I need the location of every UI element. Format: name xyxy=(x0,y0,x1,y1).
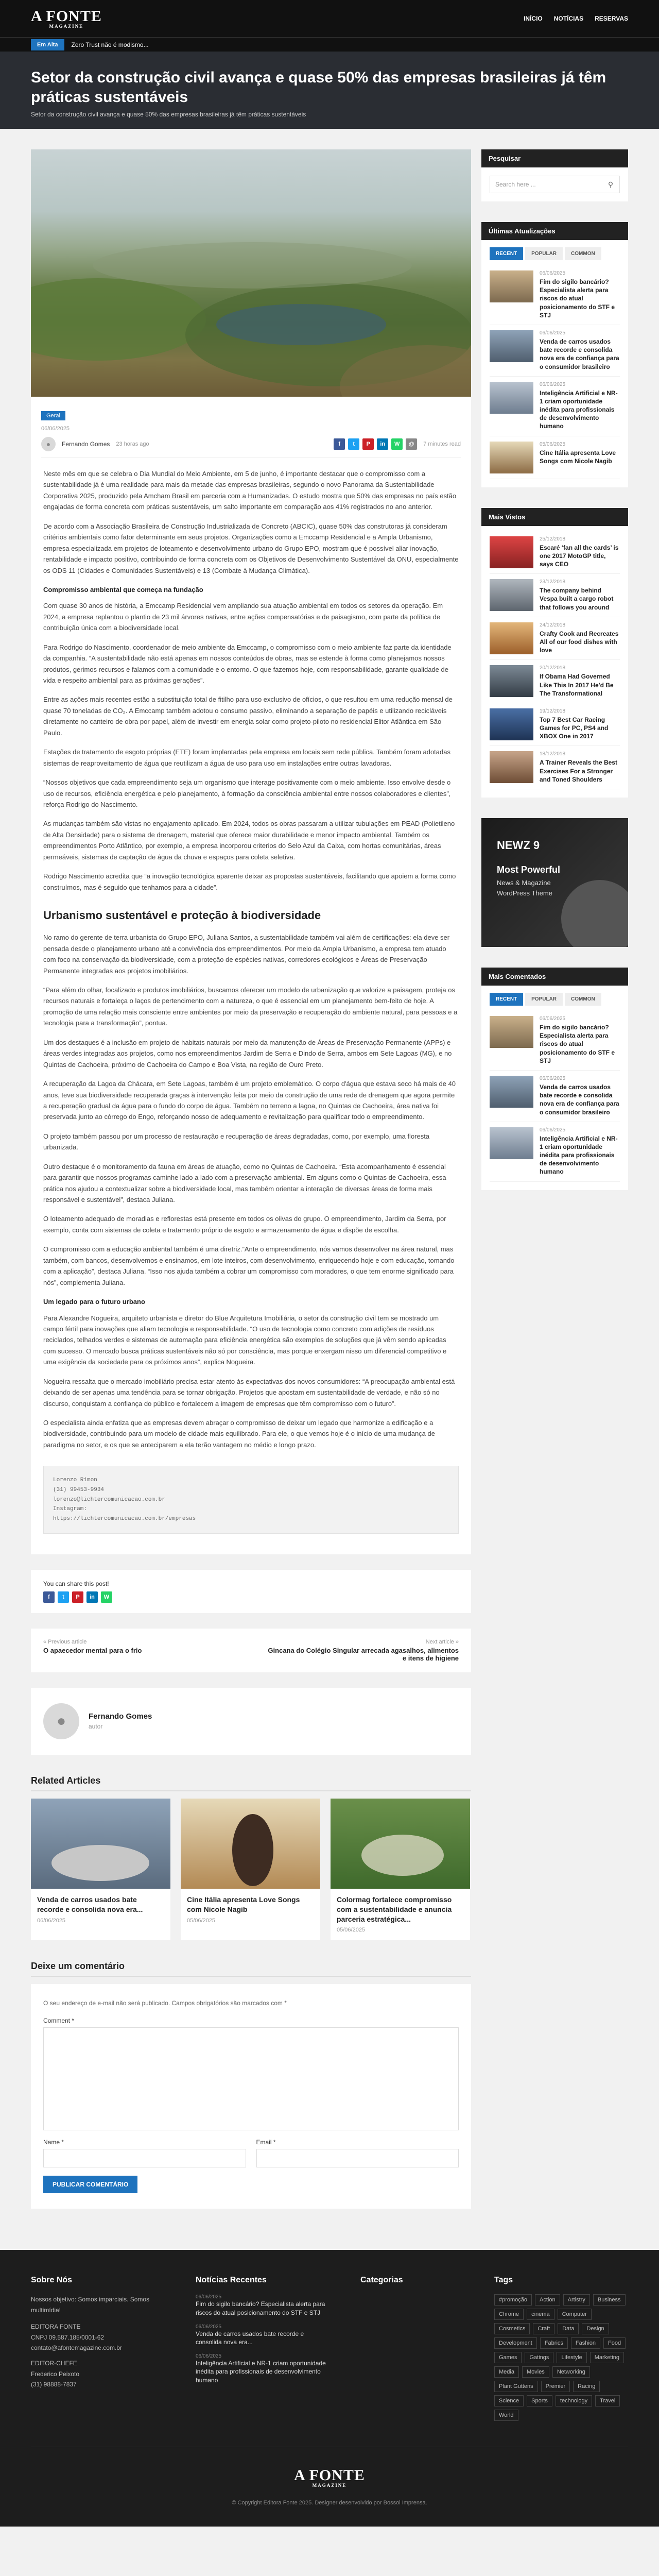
tag-cloud xyxy=(494,2294,628,2421)
tag-link[interactable]: Marketing xyxy=(590,2352,624,2363)
post-title[interactable]: Fim do sigilo bancário? Especialista alerta para riscos do atual posicionamento do STF e STJ xyxy=(540,1024,615,1064)
tab-popular[interactable]: POPULAR xyxy=(525,993,563,1006)
next-label: Next article » xyxy=(425,1638,459,1645)
post-title[interactable]: Fim do sigilo bancário? Especialista alerta para riscos do atual posicionamento do STF e STJ xyxy=(540,278,615,319)
tag-link[interactable]: Data xyxy=(558,2323,579,2334)
post-date: 24/12/2018 xyxy=(540,622,566,628)
related-image[interactable] xyxy=(181,1799,320,1889)
tag-link[interactable]: Chrome xyxy=(494,2309,524,2320)
tag-link[interactable]: #promoção xyxy=(494,2294,532,2306)
search-icon[interactable]: ⚲ xyxy=(608,180,614,189)
commented-widget-title: Mais Comentados xyxy=(481,968,628,986)
press-line: Lorenzo Rimon xyxy=(53,1477,97,1484)
tag-link[interactable]: Movies xyxy=(522,2366,549,2378)
press-contact-box xyxy=(43,1466,459,1533)
post-date: 06/06/2025 xyxy=(540,330,566,336)
press-line[interactable]: https://lichtercomunicacao.com.br/empresas xyxy=(53,1516,196,1522)
pinterest-icon[interactable]: P xyxy=(72,1591,83,1603)
comments-title: Deixe um comentário xyxy=(31,1961,471,1977)
post-navigation xyxy=(31,1629,471,1672)
article-hero xyxy=(0,52,659,129)
post-thumbnail[interactable] xyxy=(490,622,533,654)
footer-post-date: 06/06/2025 xyxy=(196,2324,222,2330)
footer-news xyxy=(196,2276,330,2421)
popular-list xyxy=(481,526,628,798)
footer-post[interactable] xyxy=(196,2294,330,2316)
article-title: Setor da construção civil avança e quase 50% das empresas brasileiras já têm práticas sustentáveis xyxy=(31,69,606,106)
related-title-text[interactable]: Cine Itália apresenta Love Songs com Nicole Nagib xyxy=(187,1895,300,1913)
post-thumbnail[interactable] xyxy=(490,330,533,362)
twitter-icon[interactable]: t xyxy=(58,1591,69,1603)
article-subheading: Compromisso ambiental que começa na fundação xyxy=(43,585,203,594)
tab-common[interactable]: COMMON xyxy=(565,247,601,260)
post-thumbnail[interactable] xyxy=(490,665,533,697)
tag-link[interactable]: Games xyxy=(494,2352,522,2363)
article-paragraph: Rodrigo Nascimento acredita que “a inovação tecnológica aparente deixar as propostas sustentáveis, facilitando que apoiem a forma como construímos, mas é seguido que tenhamos para a cidade”. xyxy=(43,872,456,891)
footer-post-date: 06/06/2025 xyxy=(196,2353,222,2360)
sidebar xyxy=(481,149,628,1211)
post-thumbnail[interactable] xyxy=(490,1127,533,1159)
post-thumbnail[interactable] xyxy=(490,270,533,302)
article-paragraph: Um dos destaques é a inclusão em projeto de habitats naturais por meio da manutenção de Áreas de Preservação Permanente (APPs) e áreas verdes integradas aos projetos, como nos empreendimentos Jardim de Serra e Dindo de Serra, ambos em Sete Lagoas (MG), e no Quintas de Cachoeira, próximo de Cachoeira do Campo e Boa Vista, na região de Ouro Preto. xyxy=(43,1038,452,1069)
article-paragraph: Entre as ações mais recentes estão a substituição total de fitilho para uso exclusivo de ofícios, o que resultou em uma redução mensal de quase 70 toneladas de CO₂. A Emccamp também adotou o consumo passivo, eliminando a separação de papéis e utilizando recicláveis diretamente no canteiro de obra por papel, além de investir em energia solar como projeto-piloto no residencial Elitor Atlântica em São Paulo. xyxy=(43,696,453,737)
author-box-role: autor xyxy=(89,1723,103,1731)
tag-link[interactable]: cinema xyxy=(527,2309,554,2320)
copyright-text: © Copyright Editora Fonte 2025. Designer desenvolvido por Bossoi Imprensa. xyxy=(232,2500,427,2506)
article-paragraph: Outro destaque é o monitoramento da fauna em áreas de atuação, como no Quintas de Cachoeira. “Esta acompanhamento é essencial para garantir que nossos programas caminhe lado a lado com a preservação ambiental. Em alguns como o Quintas de Cachoeira, essa prática nos ajudou a contextualizar sobre a biodiversidade local, mas também orientar a interação de diversas áreas de forma mais responsável e sustentável”, destaca Juliana. xyxy=(43,1162,446,1204)
post-title[interactable]: Inteligência Artificial e NR-1 criam oportunidade inédita para profissionais de desenvolvimento humano xyxy=(540,389,618,430)
post-title[interactable]: Cine Itália apresenta Love Songs com Nicole Nagib xyxy=(540,449,616,465)
article-paragraph: O loteamento adequado de moradias e reflorestas está presente em todos os olivas do grupo. O empreendimento, Jardim da Serra, por exemplo, conta com sistemas de coleta e tratamento próprio de esgoto e armazenamento de água e dispõe de escolha. xyxy=(43,1215,446,1234)
author-name[interactable]: Fernando Gomes xyxy=(62,440,110,448)
popular-widget-title: Mais Vistos xyxy=(481,508,628,526)
previous-post[interactable] xyxy=(43,1639,142,1662)
ad-widget xyxy=(481,818,628,947)
post-title[interactable]: Escaré ‘fan all the cards’ is one 2017 MotoGP title, says CEO xyxy=(540,544,619,568)
footer-categories xyxy=(360,2276,463,2421)
article-paragraph: O compromisso com a educação ambiental também é uma diretriz.”Ante o empreendimento, nós vamos desenvolver na área natural, mas também, com bancos, desenvolvemos e ensinamos, em lote inteiros, com desenvolvimento, enriquecendo hoje e com educação, tomando com a aplicação”, destaca Juliana. “Isso nos ajuda também a cobrar um compromisso com moradores, o que tem enorme significado para nós”, complementa Juliana. xyxy=(43,1245,455,1286)
comment-note: O seu endereço de e-mail não será publicado. Campos obrigatórios são marcados com * xyxy=(43,1999,287,2007)
article-paragraph: As mudanças também são vistas no engajamento aplicado. Em 2024, todos os obras passaram a utilizar tubulações em PEAD (Polietileno de Alta Densidade) para o sistema de drenagem, material que oferece maior durabilidade e menor impacto ambiental. Também os empreendimentos Porto Atlântico, por exemplo, a empresa incorporou criterios do Selo Azul da Caixa, com hortas comunitárias, áreas permeáveis, sistemas de captação de água da chuva e espaços para coleta seletiva. xyxy=(43,820,455,861)
trending-label: Em Alta xyxy=(31,39,64,50)
twitter-icon[interactable]: t xyxy=(348,438,359,450)
article-paragraph: Nogueira ressalta que o mercado imobiliário precisa estar atento às expectativas dos novos consumidores: “A preocupação ambiental está deixando de ser apenas uma tendência para se tornar obrigação. Projetos que apostam em sustentabilidade de verdade, e não só no discurso, conquistam a confiança do público e fortalecem a imagem de empresas que têm compromisso com o futuro”. xyxy=(43,1377,455,1408)
post-thumbnail[interactable] xyxy=(490,382,533,414)
post-thumbnail[interactable] xyxy=(490,1016,533,1048)
related-date: 05/06/2025 xyxy=(187,1917,216,1924)
logo-subtext: MAGAZINE xyxy=(49,23,84,29)
tag-link[interactable]: Media xyxy=(494,2366,519,2378)
linkedin-icon[interactable]: in xyxy=(377,438,388,450)
search-input[interactable]: Search here ... xyxy=(495,181,536,188)
tag-link[interactable]: Gatings xyxy=(525,2352,553,2363)
recent-widget-title: Últimas Atualizações xyxy=(481,222,628,240)
tag-link[interactable]: technology xyxy=(556,2395,592,2406)
post-date: 05/06/2025 xyxy=(540,441,566,447)
related-card[interactable] xyxy=(331,1799,470,1941)
site-logo[interactable] xyxy=(31,9,102,29)
footer-tags-title: Tags xyxy=(494,2276,513,2285)
tag-link[interactable]: Action xyxy=(535,2294,560,2306)
recent-list xyxy=(481,260,628,487)
recent-tabs xyxy=(481,240,628,260)
related-title: Related Articles xyxy=(31,1775,471,1791)
trending-ticker xyxy=(0,37,659,52)
search-widget xyxy=(481,149,628,201)
footer-logo-text: A FONTE xyxy=(294,2467,365,2484)
name-label: Name * xyxy=(43,2139,64,2146)
footer-logo[interactable] xyxy=(294,2468,365,2488)
tag-link[interactable]: Artistry xyxy=(563,2294,590,2306)
post-title[interactable]: Crafty Cook and Recreates All of our food dishes with love xyxy=(540,630,619,654)
linkedin-icon[interactable]: in xyxy=(86,1591,98,1603)
post-thumbnail[interactable] xyxy=(490,751,533,783)
post-date: 06/06/2025 xyxy=(540,270,566,276)
facebook-icon[interactable]: f xyxy=(43,1591,55,1603)
press-line: (31) 99453-9934 xyxy=(53,1487,105,1494)
footer-categories-title: Categorias xyxy=(360,2276,403,2285)
post-thumbnail[interactable] xyxy=(490,579,533,611)
related-title-text[interactable]: Colormag fortalece compromisso com a sustentabilidade e anuncia parceria estratégica... xyxy=(337,1895,452,1923)
footer-post[interactable] xyxy=(196,2324,330,2346)
list-item[interactable] xyxy=(490,574,620,617)
post-title[interactable]: Top 7 Best Car Racing Games for PC, PS4 and XBOX One in 2017 xyxy=(540,716,609,740)
comment-label: Comment * xyxy=(43,2017,75,2025)
ad-line2: News & Magazine xyxy=(497,879,551,887)
share-title: You can share this post! xyxy=(43,1580,109,1587)
footer-logo-subtext: MAGAZINE xyxy=(312,2483,347,2488)
footer-contact-line[interactable]: contato@afontemagazine.com.br xyxy=(31,2344,122,2352)
author-avatar-large[interactable]: ● xyxy=(43,1703,79,1739)
post-title[interactable]: Inteligência Artificial e NR-1 criam oportunidade inédita para profissionais de desenvolvimento humano xyxy=(540,1134,618,1176)
recent-widget xyxy=(481,222,628,487)
prev-title[interactable]: O apaecedor mental para o frio xyxy=(43,1646,142,1654)
post-title[interactable]: Venda de carros usados bate recorde e consolida nova era de confiança para o consumidor brasileiro xyxy=(540,1083,619,1116)
tag-link[interactable]: Computer xyxy=(558,2309,592,2320)
trending-headline[interactable]: Zero Trust não é modismo... xyxy=(71,41,149,48)
whatsapp-icon[interactable]: W xyxy=(391,438,403,450)
article-section-heading: Urbanismo sustentável e proteção à biodiversidade xyxy=(43,909,321,922)
tab-recent[interactable]: RECENT xyxy=(490,247,523,260)
post-thumbnail[interactable] xyxy=(490,536,533,568)
category-badge[interactable]: Geral xyxy=(41,411,65,420)
article-subheading: Um legado para o futuro urbano xyxy=(43,1298,145,1306)
article-subtitle: Setor da construção civil avança e quase 50% das empresas brasileiras já têm práticas sustentáveis xyxy=(31,111,306,118)
tag-link[interactable]: Racing xyxy=(573,2381,600,2392)
tab-common[interactable]: COMMON xyxy=(565,993,601,1006)
footer-about xyxy=(31,2276,165,2421)
search-box xyxy=(490,176,620,193)
tab-popular[interactable]: POPULAR xyxy=(525,247,563,260)
related-image[interactable] xyxy=(331,1799,470,1889)
popular-widget xyxy=(481,508,628,798)
featured-image xyxy=(31,149,471,397)
search-widget-title: Pesquisar xyxy=(481,149,628,167)
share-buttons xyxy=(334,438,417,450)
pinterest-icon[interactable]: P xyxy=(362,438,374,450)
article-meta xyxy=(31,397,471,458)
whatsapp-icon[interactable]: W xyxy=(101,1591,112,1603)
related-articles xyxy=(31,1799,471,1941)
footer-post-title[interactable]: Inteligência Artificial e NR-1 criam oportunidade inédita para profissionais de desenvolvimento humano xyxy=(196,2360,326,2384)
comment-form xyxy=(31,1984,471,2209)
related-image[interactable] xyxy=(31,1799,170,1889)
footer-post-title[interactable]: Fim do sigilo bancário? Especialista alerta para riscos do atual posicionamento do STF e STJ xyxy=(196,2300,325,2316)
list-item[interactable] xyxy=(490,617,620,660)
footer-about-text: Nossos objetivo: Somos imparciais. Somos multimídia! xyxy=(31,2296,150,2314)
prev-label: « Previous article xyxy=(43,1638,87,1645)
post-thumbnail[interactable] xyxy=(490,1076,533,1108)
tag-link[interactable]: Cosmetics xyxy=(494,2323,530,2334)
footer-news-title: Notícias Recentes xyxy=(196,2276,267,2285)
list-item[interactable] xyxy=(490,1122,620,1182)
article-paragraph: A recuperação da Lagoa da Chácara, em Sete Lagoas, também é um projeto emblemático. O corpo d'água que estava seco há mais de 40 anos, teve sua biodiversidade recuperada graças à intervenção feita por meio da construção de uma rede de drenagem que agora permite a recuperação gradual da água para o fundo do corpo de água. Também no terreno a lagoa, no Quintas de Cachoeira, área nativa foi preservada junto ao córrego do Engo, reforçando nosso de adequamento e revitalização para qualificar todo o empreendimento. xyxy=(43,1080,456,1121)
ad-line3: WordPress Theme xyxy=(497,889,552,897)
list-item[interactable] xyxy=(490,660,620,703)
post-date: 06/06/2025 xyxy=(540,1016,566,1022)
post-title[interactable]: If Obama Had Governed Like This In 2017 He'd Be The Transformational xyxy=(540,673,614,697)
post-thumbnail[interactable] xyxy=(490,442,533,473)
list-item[interactable] xyxy=(490,531,620,574)
tag-link[interactable]: Fabrics xyxy=(540,2337,568,2349)
tag-link[interactable]: Food xyxy=(603,2337,626,2349)
author-row xyxy=(41,437,461,458)
article-body xyxy=(31,458,471,1554)
next-title[interactable]: Gincana do Colégio Singular arrecada agasalhos, alimentos e itens de higiene xyxy=(268,1646,459,1662)
article-paragraph: Estações de tratamento de esgoto próprias (ETE) foram implantadas pela empresa em locais sem rede pública. Também foram adotadas sistemas de reaproveitamento de água que reutilizam a água de uso para uso em instalações entre outras lavadoras. xyxy=(43,748,450,767)
footer-contact-line: CNPJ 09.587.185/0001-62 xyxy=(31,2333,105,2341)
email-input[interactable] xyxy=(256,2149,459,2167)
press-line: Instagram: xyxy=(53,1506,88,1513)
ad-brand: NEWZ 9 xyxy=(497,839,540,852)
read-time: 7 minutes read xyxy=(423,441,461,447)
tag-link[interactable]: Development xyxy=(494,2337,537,2349)
list-item[interactable] xyxy=(490,265,620,325)
article-paragraph: Para Rodrigo do Nascimento, coordenador de meio ambiente da Emccamp, o compromisso com o meio ambiente faz parte da identidade da companhia. “A sustentabilidade não está apenas em nossos conteúdos de obras, mas se estende à forma como planejamos nossos produtos, gerimos recursos e falamos com a comunidade e o entorno. O que fazemos hoje, com responsabilidade, garante qualidade de vida e respeito ambiental para as próximas gerações”. xyxy=(43,643,452,684)
post-date: 06/06/2025 xyxy=(540,1127,566,1133)
article-paragraph: “Nossos objetivos que cada empreendimento seja um organismo que interage positivamente com o meio ambiente. Isso envolve desde o uso de recursos, eficiência energética e pelo planejamento, à formação da consciência ambiental entre nossos colaboradores e clientes”, reforça Rodrigo do Nascimento. xyxy=(43,778,451,808)
commented-tabs xyxy=(481,986,628,1006)
footer-contact-line: EDITOR-CHEFE xyxy=(31,2360,77,2367)
footer-post-date: 06/06/2025 xyxy=(196,2294,222,2300)
post-title[interactable]: A Trainer Reveals the Best Exercises For a Stronger and Toned Shoulders xyxy=(540,759,617,783)
footer-contact-line: (31) 98888-7837 xyxy=(31,2381,77,2388)
post-date: 25/12/2018 xyxy=(540,536,566,542)
article-paragraph: “Para além do olhar, focalizado e produtos imobiliários, buscamos oferecer um modelo de urbanização que valorize a paisagem, proteja os recursos naturais e fortaleça o laços de pertencimento com a natureza, o que é essencial em um planejamento bem-feito de hoje. A promoção de uma relação mais consciente entre ambientes por meio da preservação e recuperação do ambiente natural, para pessoas e a tecnologia para a transformação”, pontua. xyxy=(43,986,458,1027)
comment-textarea[interactable] xyxy=(43,2027,459,2130)
post-date: 06/06/2025 xyxy=(540,381,566,387)
tag-link[interactable]: Premier xyxy=(541,2381,570,2392)
article-paragraph: O especialista ainda enfatiza que as empresas devem abraçar o compromisso de deixar um legado que harmonize a edificação e a biodiversidade, contribuindo para um modelo de cidade mais equilibrado. Para ele, o que vemos hoje é o início de uma mudança de paradigma no setor, e os que se anteciparem a ela terão vantagem no médio e longo prazo. xyxy=(43,1419,435,1449)
related-card[interactable] xyxy=(181,1799,320,1941)
share-section xyxy=(31,1570,471,1613)
list-item[interactable] xyxy=(490,377,620,436)
ad-line1: Most Powerful xyxy=(497,865,561,875)
top-navigation-bar xyxy=(0,0,659,37)
submit-comment-button[interactable]: PUBLICAR COMENTÁRIO xyxy=(43,2176,137,2193)
site-footer xyxy=(0,2250,659,2527)
footer-post[interactable] xyxy=(196,2353,330,2384)
main-content xyxy=(31,149,471,2209)
commented-list xyxy=(481,1006,628,1190)
author-box xyxy=(31,1688,471,1755)
tag-link[interactable]: Lifestyle xyxy=(557,2352,586,2363)
article-paragraph: Com quase 30 anos de história, a Emccamp Residencial vem ampliando sua atuação ambiental em todos os setores da operação. Em 2024, a empresa replantou o plantio de 23 mil árvores nativas, entre ações compensatórias e de paisagismo, com parte da política de contribuição única com a biodiversidade local. xyxy=(43,602,443,632)
menu-item-noticias[interactable]: NOTÍCIAS xyxy=(553,15,584,22)
tag-link[interactable]: Sports xyxy=(527,2395,552,2406)
article-paragraph: De acordo com a Associação Brasileira de Construção Industrializada de Concreto (ABCIC), quase 50% das construtoras já consideram critérios ambientais como fator determinante em seus projetos. Organizações como a Emccamp Residencial e a Ampla Urbanismo, empresa especializada em projetos de loteamento e desenvolvimento urbano do Grupo EPO, mostram que é possível aliar inovação, rentabilidade e impacto positivo, contribuindo de forma concreta com os Objetivos de Desenvolvimento Sustentável da ONU, especialmente os ODS 11 (Cidades e Comunidades Sustentáveis) e 13 (Combate à Mudança Climática). xyxy=(43,522,459,574)
post-thumbnail[interactable] xyxy=(490,708,533,740)
post-date: 20/12/2018 xyxy=(540,665,566,671)
post-title[interactable]: The company behind Vespa built a cargo robot that follows you around xyxy=(540,587,614,611)
email-icon[interactable]: @ xyxy=(406,438,417,450)
related-date: 06/06/2025 xyxy=(37,1917,66,1924)
facebook-icon[interactable]: f xyxy=(334,438,345,450)
list-item[interactable] xyxy=(490,703,620,747)
article-paragraph: No ramo do gerente de terra urbanista do Grupo EPO, Juliana Santos, a sustentabilidade também vai além de certificações: ela deve ser pensada desde o planejamento urbano até a convivência dos empreendimentos. Por meio da Ampla Urbanismo, a empresa tem atuado com foco na conservação da biodiversidade, com a proteção de espécies nativas, corredores ecológicos e Áreas de Preservação Permanente integradas aos projetos imobiliários. xyxy=(43,934,450,975)
footer-contact-line: Frederico Peixoto xyxy=(31,2370,80,2378)
post-title[interactable]: Venda de carros usados bate recorde e consolida nova era de confiança para o consumidor brasileiro xyxy=(540,337,619,370)
footer-contact-line: EDITORA FONTE xyxy=(31,2323,81,2331)
tag-link[interactable]: Networking xyxy=(552,2366,590,2378)
post-date: 18/12/2018 xyxy=(540,751,566,757)
menu-item-reservas[interactable]: RESERVAS xyxy=(595,15,628,22)
footer-bottom xyxy=(31,2447,628,2527)
tag-link[interactable]: Business xyxy=(593,2294,626,2306)
post-ago: 23 horas ago xyxy=(116,441,149,447)
article-paragraph: Para Alexandre Nogueira, arquiteto urbanista e diretor do Blue Arquitetura Imobiliária, o setor da construção civil tem se mostrado um campo fértil para inovações que aliam tecnologia e responsabilidade. “O uso de tecnologia como concreto com adições de resíduos reciclados, telhados verdes e sistemas de automação para eficiência energética são exemplos de soluções que já vêm sendo aplicadas com sucesso. O mercado busca práticas sustentáveis não só por consciência, mas porque enxergam nisso um diferencial competitivo e uma exigência da sociedade para os próximos anos”, explica Nogueira. xyxy=(43,1314,447,1366)
footer-tags xyxy=(494,2276,628,2421)
tag-link[interactable]: Craft xyxy=(533,2323,554,2334)
tag-link[interactable]: Travel xyxy=(595,2395,620,2406)
next-post[interactable] xyxy=(263,1639,459,1662)
list-item[interactable] xyxy=(490,436,620,479)
tag-link[interactable]: Science xyxy=(494,2395,524,2406)
tag-link[interactable]: Plant Guttens xyxy=(494,2381,538,2392)
tag-link[interactable]: Design xyxy=(582,2323,609,2334)
name-input[interactable] xyxy=(43,2149,246,2167)
list-item[interactable] xyxy=(490,1071,620,1122)
post-date: 06/06/2025 xyxy=(540,1075,566,1081)
logo-text: A FONTE xyxy=(31,7,102,25)
tab-recent[interactable]: RECENT xyxy=(490,993,523,1006)
list-item[interactable] xyxy=(490,325,620,377)
post-date: 19/12/2018 xyxy=(540,708,566,714)
main-menu xyxy=(524,15,628,22)
list-item[interactable] xyxy=(490,1011,620,1071)
post-date: 23/12/2018 xyxy=(540,579,566,585)
footer-post-title[interactable]: Venda de carros usados bate recorde e consolida nova era... xyxy=(196,2330,304,2346)
related-date: 05/06/2025 xyxy=(337,1927,366,1934)
list-item[interactable] xyxy=(490,746,620,789)
menu-item-inicio[interactable]: INÍCIO xyxy=(524,15,543,22)
article-date: 06/06/2025 xyxy=(41,426,70,432)
author-box-name[interactable]: Fernando Gomes xyxy=(89,1712,152,1721)
press-line[interactable]: lorenzo@lichtercomunicacao.com.br xyxy=(53,1496,165,1503)
related-card[interactable] xyxy=(31,1799,170,1941)
author-avatar[interactable]: ● xyxy=(41,437,56,451)
commented-widget xyxy=(481,968,628,1190)
related-title-text[interactable]: Venda de carros usados bate recorde e consolida nova era... xyxy=(37,1895,143,1913)
tag-link[interactable]: World xyxy=(494,2410,518,2421)
tag-link[interactable]: Fashion xyxy=(571,2337,600,2349)
email-label: Email * xyxy=(256,2139,276,2146)
advertisement-banner[interactable] xyxy=(481,818,628,947)
article-paragraph: Neste mês em que se celebra o Dia Mundial do Meio Ambiente, em 5 de junho, é importante destacar que o compromisso com a sustentabilidade já é uma realidade para mais da metade das empresas brasileiras, segundo o novo Panorama da Sustentabilidade Corporativa 2025, produzido pela Amcham Brasil em parceria com a Humanizadas. O estudo mostra que 50% das empresas no país estão engajadas de forma concreta com práticas sustentáveis, um salto importante em comparação aos 41% registrados no ano anterior. xyxy=(43,470,457,511)
footer-about-title: Sobre Nós xyxy=(31,2276,73,2285)
article-paragraph: O projeto também passou por um processo de restauração e recuperação de áreas degradadas, como, por exemplo, uma floresta urbanizada. xyxy=(43,1132,430,1151)
